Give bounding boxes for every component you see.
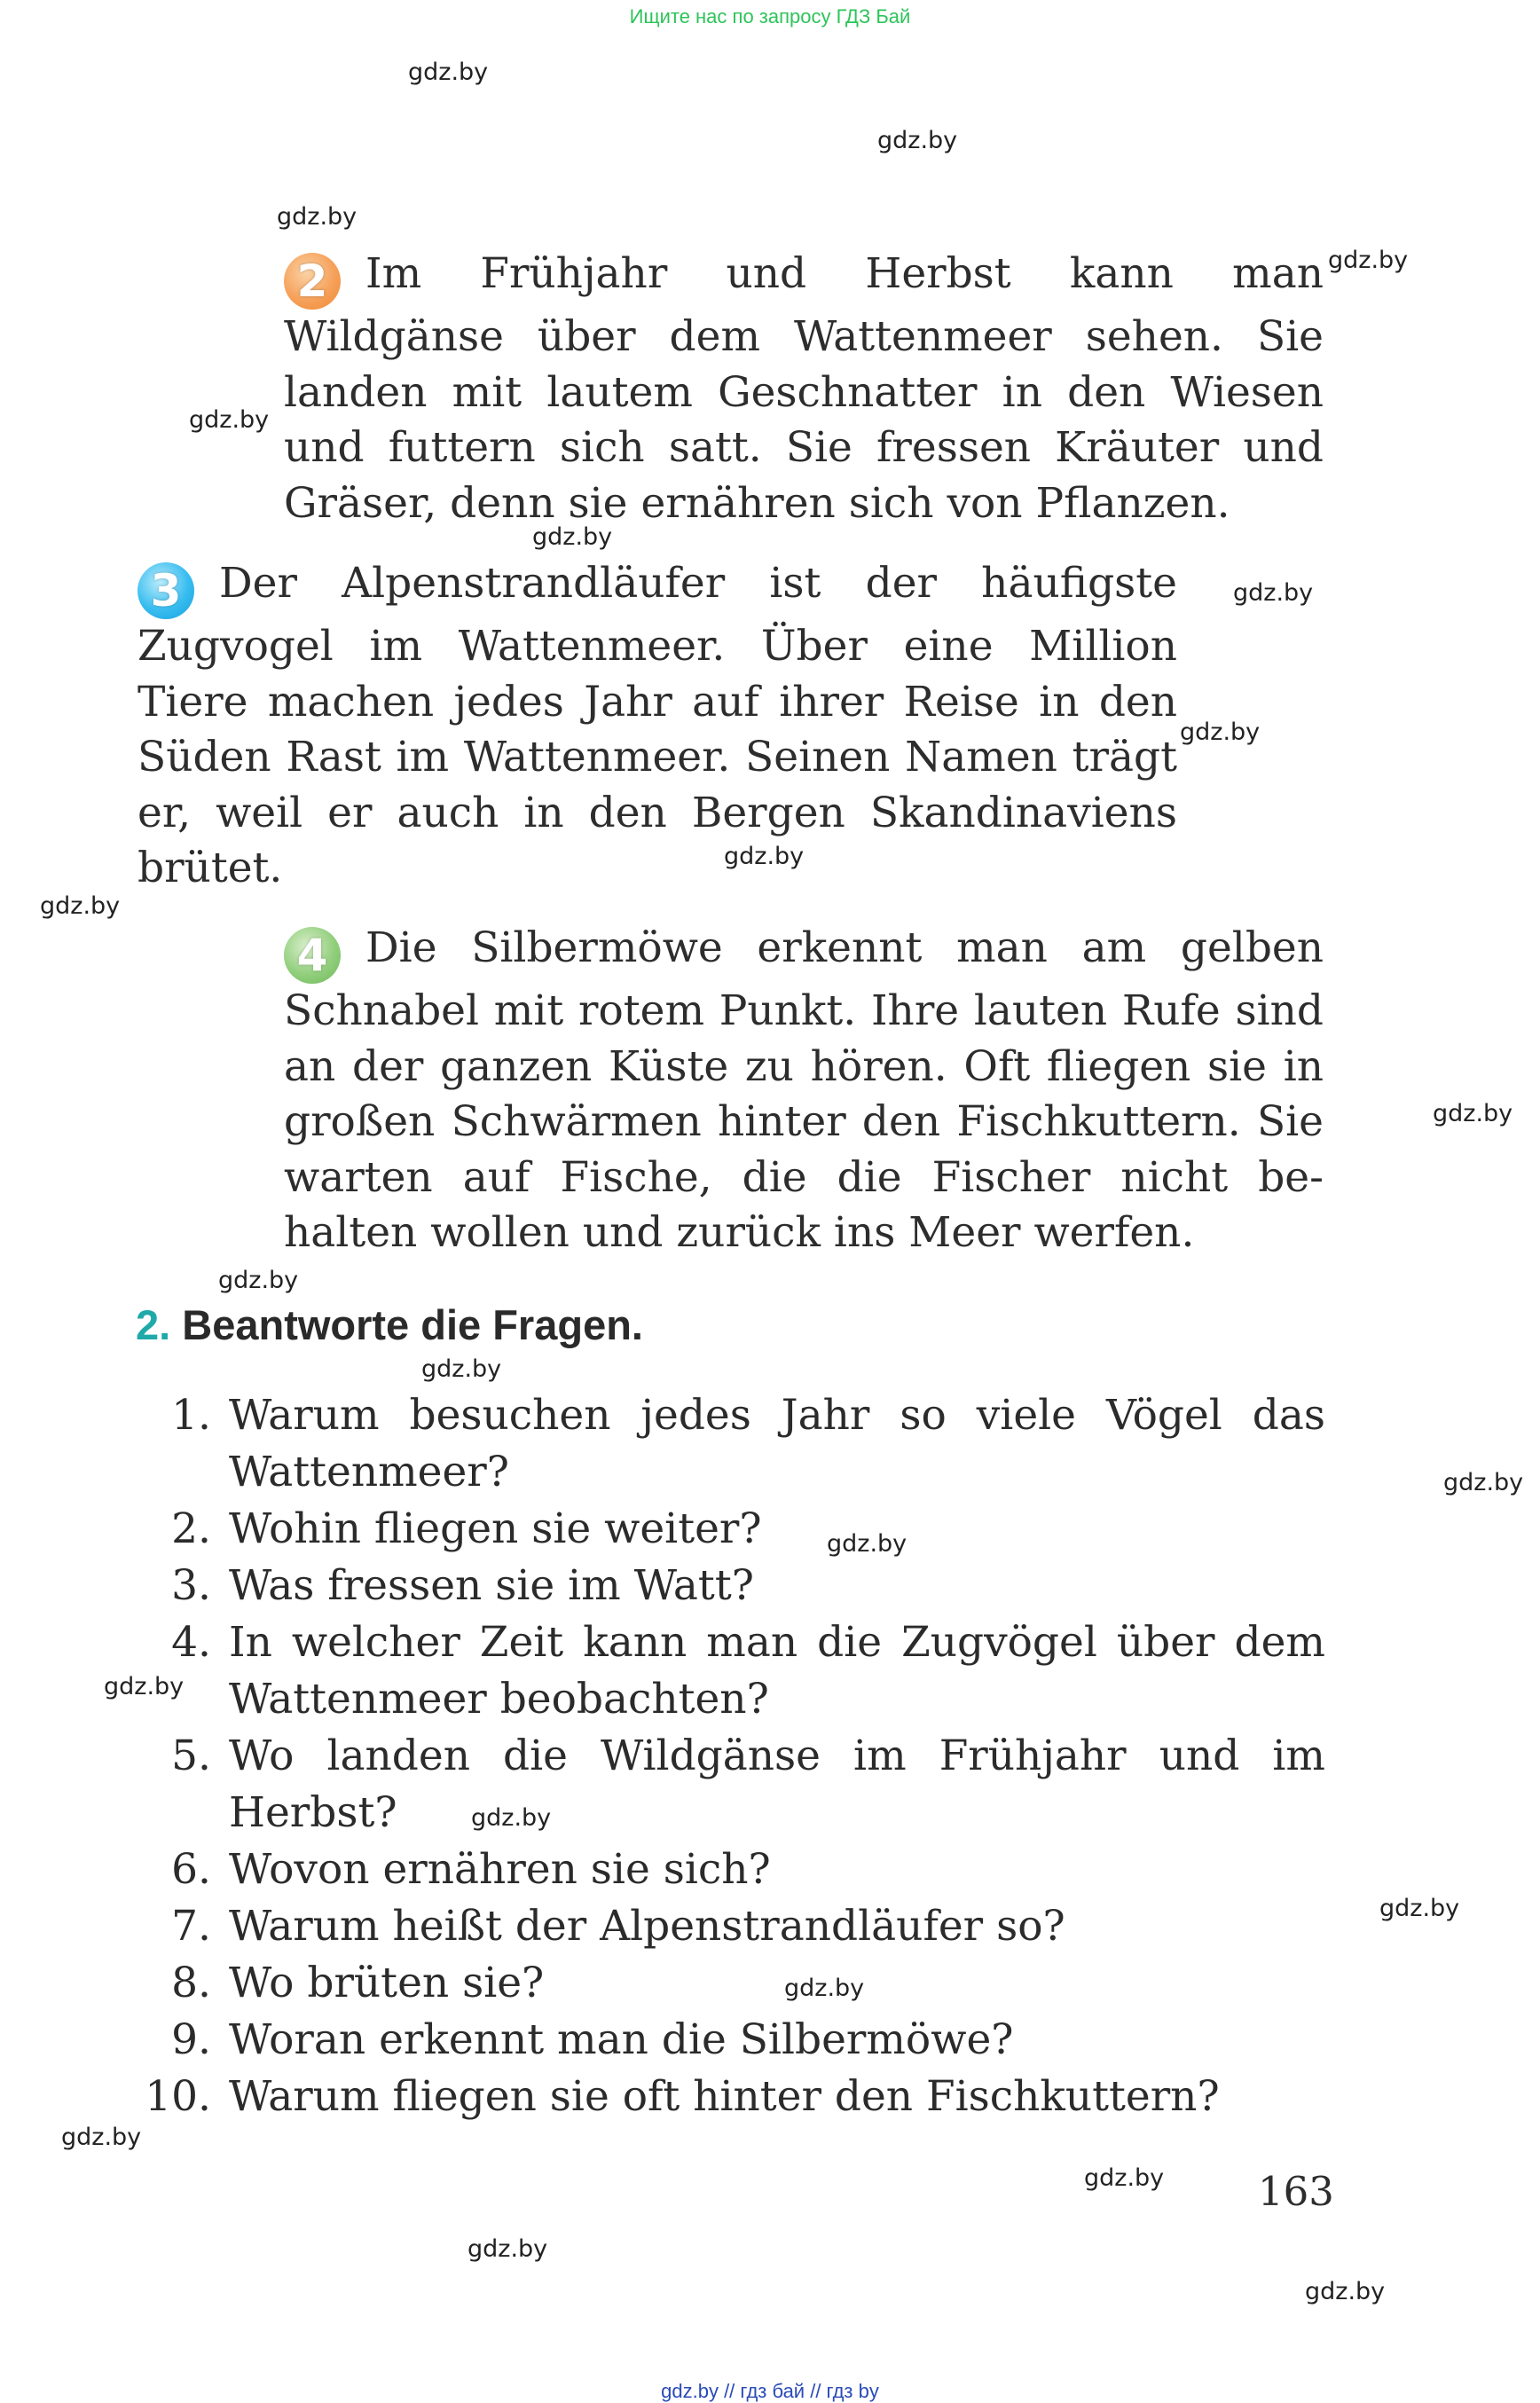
question-text: Warum heißt der Alpenstrandläufer so? <box>229 1902 1065 1951</box>
top-banner[interactable]: Ищите нас по запросу ГДЗ Бай <box>629 5 911 27</box>
paragraph-text: Die Silbermöwe erkennt man am gelben Schnabel mit rotem Punkt. Ihre lauten Rufe sind an der ganzen Küste zu hören. Oft fliegen sie in großen Schwärmen hinter den Fischkuttern. Sie warten auf Fische, die die Fischer nicht behalten wollen und zurück ins Meer werfen. <box>284 923 1324 1257</box>
footer-links[interactable]: gdz.by // гдз бай // гдз by <box>661 2380 879 2402</box>
watermark: gdz.by <box>784 1975 865 2002</box>
list-item <box>133 1614 1325 1728</box>
question-number: 7. <box>171 1902 211 1951</box>
watermark: gdz.by <box>724 843 805 870</box>
list-item <box>133 2069 1325 2125</box>
watermark: gdz.by <box>61 2124 142 2151</box>
list-item <box>133 1558 1325 1614</box>
question-number: 10. <box>145 2072 211 2121</box>
paragraph-4 <box>284 921 1324 1261</box>
watermark: gdz.by <box>408 59 489 86</box>
watermark: gdz.by <box>189 406 270 434</box>
list-item <box>133 2012 1325 2069</box>
section-number: 2. <box>136 1301 171 1348</box>
number-badge: 4 <box>284 927 341 984</box>
question-number: 4. <box>171 1618 211 1667</box>
question-number: 1. <box>171 1391 211 1440</box>
number-badge: 3 <box>138 562 194 619</box>
section-title: Beantworte die Fragen. <box>182 1301 643 1348</box>
watermark: gdz.by <box>1233 579 1314 607</box>
question-number: 9. <box>171 2015 211 2064</box>
paragraph-2 <box>284 247 1324 531</box>
question-text: In welcher Zeit kann man die Zugvögel über dem Wattenmeer beobachten? <box>229 1618 1325 1724</box>
paragraph-text: Der Alpenstrandläufer ist der häufigste Zugvogel im Wattenmeer. Über eine Million Tiere machen jedes Jahr auf ihrer Reise in den Süden Rast im Wattenmeer. Seinen Namen trägt er, weil er auch in den Bergen Skandinaviens brütet. <box>138 559 1177 892</box>
watermark: gdz.by <box>1084 2164 1165 2192</box>
question-text: Warum fliegen sie oft hinter den Fischkuttern? <box>229 2072 1220 2121</box>
page-number: 163 <box>1258 2168 1334 2215</box>
watermark: gdz.by <box>1305 2278 1386 2305</box>
watermark: gdz.by <box>218 1267 299 1294</box>
list-item <box>133 1898 1325 1955</box>
watermark: gdz.by <box>1180 719 1261 746</box>
section-heading <box>136 1300 643 1349</box>
question-number: 2. <box>171 1504 211 1553</box>
watermark: gdz.by <box>1433 1100 1513 1127</box>
question-number: 8. <box>171 1959 211 2007</box>
watermark: gdz.by <box>1379 1895 1460 1922</box>
question-text: Wo landen die Wildgänse im Frühjahr und im Herbst? <box>229 1732 1325 1837</box>
paragraph-3 <box>138 556 1177 897</box>
number-badge: 2 <box>284 253 341 310</box>
watermark: gdz.by <box>1443 1469 1524 1496</box>
list-item <box>133 1955 1325 2012</box>
question-text: Warum besuchen jedes Jahr so viele Vögel das Wattenmeer? <box>229 1391 1325 1496</box>
question-number: 3. <box>171 1561 211 1610</box>
question-text: Wovon ernähren sie sich? <box>229 1845 771 1894</box>
watermark: gdz.by <box>877 127 958 154</box>
list-item <box>133 1501 1325 1558</box>
watermark: gdz.by <box>104 1673 185 1700</box>
questions-list <box>133 1387 1325 2125</box>
question-text: Wohin fliegen sie weiter? <box>229 1504 762 1553</box>
watermark: gdz.by <box>277 203 358 231</box>
watermark: gdz.by <box>1328 247 1409 274</box>
watermark: gdz.by <box>40 892 121 920</box>
question-number: 6. <box>171 1845 211 1894</box>
watermark: gdz.by <box>532 523 613 551</box>
list-item <box>133 1387 1325 1501</box>
question-number: 5. <box>171 1732 211 1780</box>
watermark: gdz.by <box>827 1530 908 1558</box>
watermark: gdz.by <box>468 2235 548 2263</box>
paragraph-text: Im Frühjahr und Herbst kann man Wildgänse über dem Wattenmeer sehen. Sie landen mit lautem Geschnatter in den Wiesen und futtern sich satt. Sie fressen Kräuter und Gräser, denn sie ernähren sich von Pflanzen. <box>284 249 1324 528</box>
question-text: Woran erkennt man die Silbermöwe? <box>229 2015 1014 2064</box>
list-item <box>133 1842 1325 1898</box>
watermark: gdz.by <box>471 1804 552 1832</box>
watermark: gdz.by <box>421 1355 502 1383</box>
list-item <box>133 1728 1325 1842</box>
question-text: Wo brüten sie? <box>229 1959 545 2007</box>
question-text: Was fressen sie im Watt? <box>229 1561 754 1610</box>
